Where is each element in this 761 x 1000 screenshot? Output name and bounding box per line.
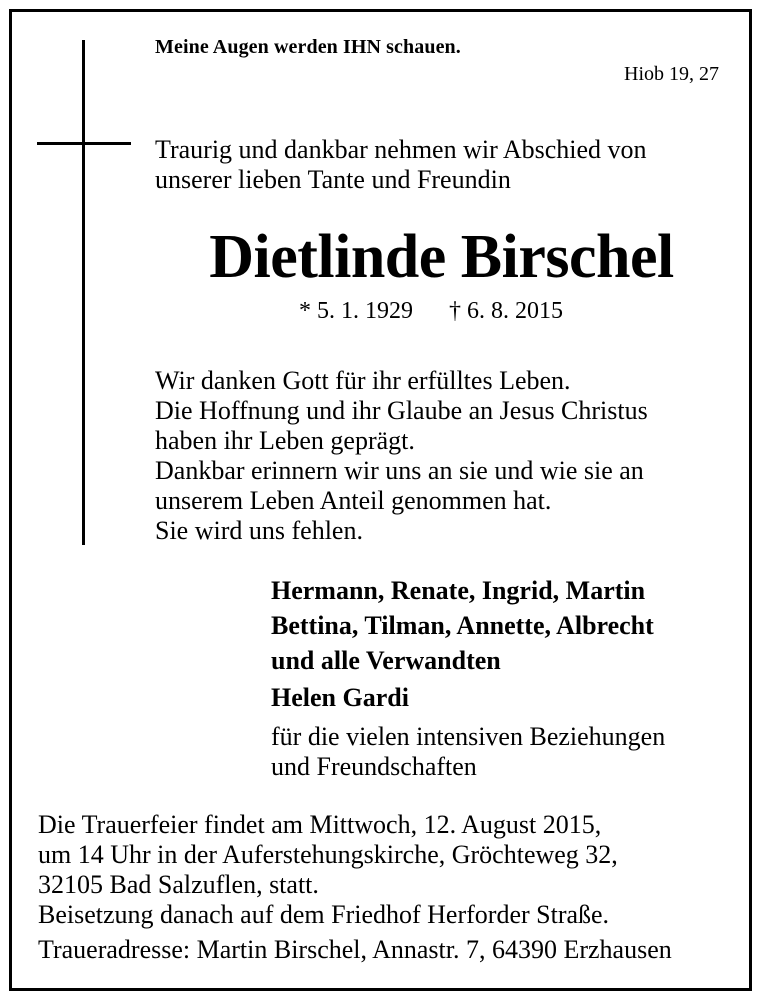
friend-name: Helen Gardi: [271, 683, 409, 712]
friend-note-line: für die vielen intensiven Beziehungen: [271, 722, 666, 751]
cross-horizontal-bar: [37, 142, 131, 145]
tribute-line: haben ihr Leben geprägt.: [155, 426, 415, 455]
ceremony-line: um 14 Uhr in der Auferstehungskirche, Gröchteweg 32,: [38, 840, 618, 869]
tribute-line: Dankbar erinnern wir uns an sie und wie sie an: [155, 456, 644, 485]
ceremony-details: [38, 810, 618, 930]
friend-note: [271, 722, 665, 782]
bible-reference: Hiob 19, 27: [624, 63, 719, 85]
tribute-line: Sie wird uns fehlen.: [155, 516, 363, 545]
motto-verse: Meine Augen werden IHN schauen.: [155, 36, 461, 58]
mourning-address: Traueradresse: Martin Birschel, Annastr. 7, 64390 Erzhausen: [38, 935, 672, 964]
tribute-line: unserem Leben Anteil genommen hat.: [155, 486, 552, 515]
ceremony-line: Beisetzung danach auf dem Friedhof Herforder Straße.: [38, 900, 610, 929]
intro-line: unserer lieben Tante und Freundin: [155, 165, 511, 194]
mourners-line: und alle Verwandten: [271, 646, 501, 675]
death-date: † 6. 8. 2015: [449, 298, 563, 324]
tribute-line: Wir danken Gott für ihr erfülltes Leben.: [155, 366, 571, 395]
mourners-list: [271, 573, 654, 678]
mourners-line: Bettina, Tilman, Annette, Albrecht: [271, 611, 654, 640]
ceremony-line: 32105 Bad Salzuflen, statt.: [38, 870, 319, 899]
deceased-name: Dietlinde Birschel: [209, 223, 674, 291]
tribute-text: [155, 366, 648, 546]
ceremony-line: Die Trauerfeier findet am Mittwoch, 12. August 2015,: [38, 810, 602, 839]
birth-date: * 5. 1. 1929: [299, 298, 413, 324]
intro-text: [155, 135, 647, 195]
tribute-line: Die Hoffnung und ihr Glaube an Jesus Christus: [155, 396, 648, 425]
friend-note-line: und Freundschaften: [271, 752, 477, 781]
mourners-line: Hermann, Renate, Ingrid, Martin: [271, 576, 646, 605]
intro-line: Traurig und dankbar nehmen wir Abschied von: [155, 135, 647, 164]
life-dates: [299, 298, 563, 325]
